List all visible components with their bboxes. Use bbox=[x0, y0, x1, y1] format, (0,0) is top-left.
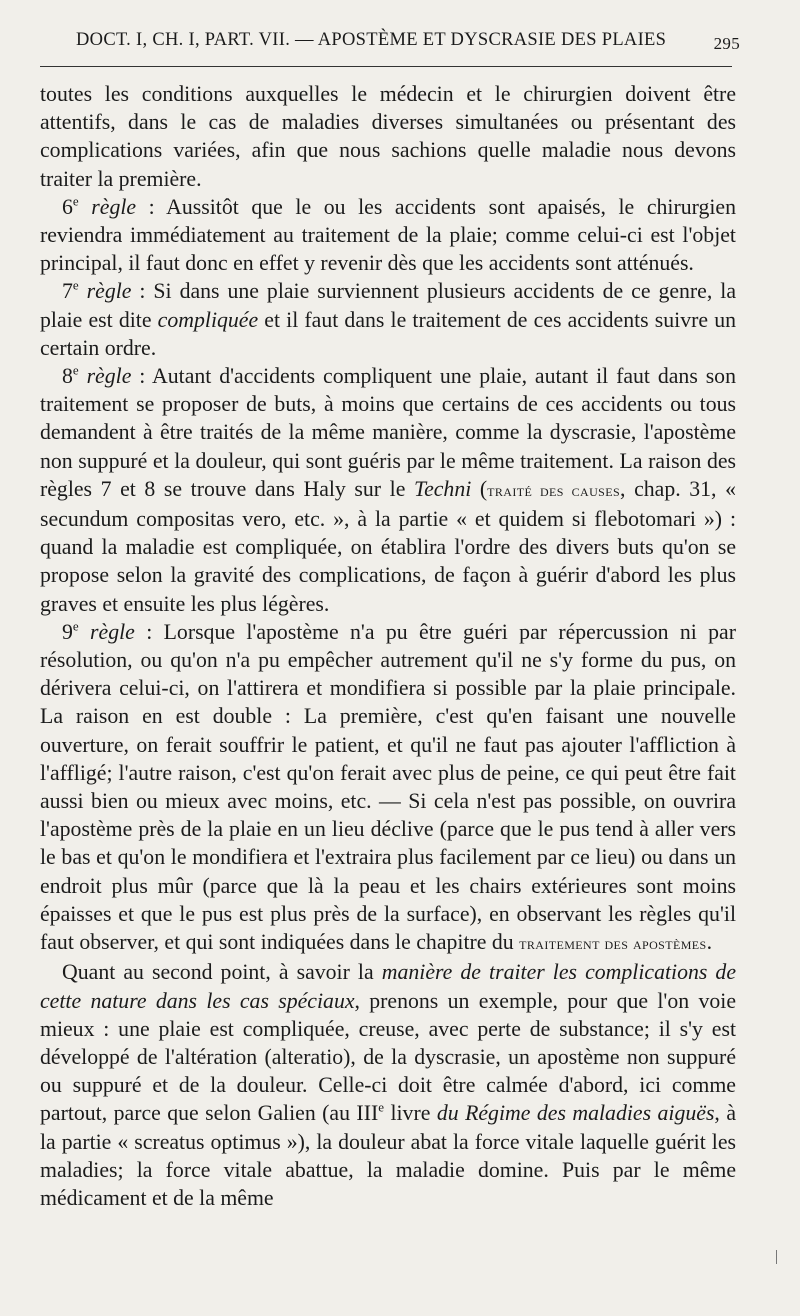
paragraph-rule-8: 8e règle : Autant d'accidents compliquent une plaie, autant il faut dans son traitement se proposer de buts, à moins que certains de ces accidents ou tous demandent à être traités de la même manière, comme la dyscrasie, l'apostème non suppuré et la douleur, qui sont guéris par le même traitement. La raison des règles 7 et 8 se trouve dans Haly sur le Techni (traité des causes, chap. 31, « secundum compositas vero, etc. », à la partie « et quidem si flebotomari ») : quand la maladie est compliquée, on établira l'ordre des divers buts qu'on se propose selon la gravité des complications, de façon à guérir d'abord les plus graves et ensuite les plus légères. bbox=[40, 362, 736, 616]
margin-mark bbox=[776, 1250, 785, 1264]
paragraph-rule-7: 7e règle : Si dans une plaie surviennent plusieurs accidents de ce genre, la plaie est dite compliquée et il faut dans le traitement de ces accidents suivre un certain ordre. bbox=[40, 278, 737, 360]
body-text bbox=[40, 80, 736, 1212]
running-header bbox=[40, 22, 740, 62]
page-number: 295 bbox=[713, 34, 740, 53]
paragraph-rule-9: 9e règle : Lorsque l'apostème n'a pu être guéri par répercussion ni par résolution, ou qu'on n'a pu empêcher autrement qu'il ne s'y forme du pus, on dérivera celui-ci, on l'attirera et mondifiera si possible par la plaie principale. La raison en est double : La première, c'est qu'en faisant une nouvelle ouverture, on ferait souffrir le patient, et qu'il ne faut pas ajouter l'affliction à l'affligé; l'autre raison, c'est qu'on ferait avec plus de peine, ce qui peut être fait aussi bien ou mieux avec moins, etc. — Si cela n'est pas possible, on ouvrira l'apostème près de la plaie en un lieu déclive (parce que le pus tend à aller vers le bas et qu'on le mondifiera et l'extraira plus facilement par ce lieu) ou dans un endroit plus mûr (parce que là la peau et les chairs extérieures sont moins épaisses et que le pus est plus près de la surface), en observant les règles qu'il faut observer, et qui sont indiquées dans le chapitre du traitement des apostèmes. bbox=[40, 618, 736, 955]
header-rule bbox=[40, 66, 732, 67]
paragraph-rule-6: 6e règle : Aussitôt que le ou les accidents sont apaisés, le chirurgien reviendra immédiatement au traitement de la plaie; comme celui-ci est l'objet principal, il faut donc en effet y revenir dès que les accidents sont atténués. bbox=[40, 193, 736, 276]
paragraph-continuation: toutes les conditions auxquelles le médecin et le chirurgien doivent être attentifs, dans le cas de maladies diverses simultanées ou présentant des complications variées, afin que nous sachions quelle maladie nous devons traiter la première. bbox=[40, 82, 736, 191]
running-title: DOCT. I, CH. I, PART. VII. — APOSTÈME ET DYSCRASIE DES PLAIES bbox=[76, 30, 667, 50]
paragraph-second-point: Quant au second point, à savoir la manière de traiter les complications de cette nature dans les cas spéciaux, prenons un exemple, pour que l'on voie mieux : une plaie est compliquée, creuse, avec perte de substance; il s'y est développé de l'altération (alteratio), de la dyscrasie, un apostème non suppuré ou suppuré et de la douleur. Celle-ci doit être calmée d'abord, ici comme partout, parce que selon Galien (au IIIe livre du Régime des maladies aiguës, à la partie « screatus optimus »), la douleur abat la force vitale laquelle guérit les maladies; la force vitale abattue, la maladie domine. Puis par le même médicament et de la même bbox=[40, 960, 736, 1210]
